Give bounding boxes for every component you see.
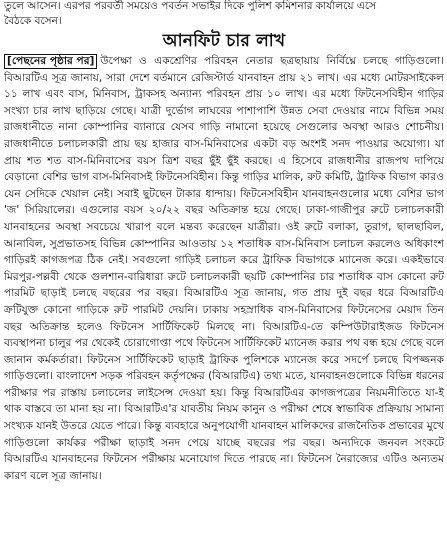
previous-story-line-2: বৈঠকে বসেন। (4, 15, 62, 27)
article-body-text: উপেক্ষা ও একশ্রেণির পরিবহন নেতার ছত্রছায়ায় নির্বিঘ্নে চলছে গাড়িগুলো। বিআরটিএ সূত্র জানায়, সারা দেশে বর্তমানে রেজিস্টার্ড যানবাহন প্রায় ২১ লাখ। এর মধ্যে মোটরসাইকেল ১১ লাখ এবং বাস, মিনিবাস, ট্রাকসহ অন্যান্য পরিবহন প্রায় ১০ লাখ। এর মধ্যে ফিটনেসবিহীন গাড়ির সংখ্যা চার লাখ ছাড়িয়ে গেছে। যাত্রী দুর্ভোগ লাঘবের পাশাপাশি উন্নত সেবা দেওয়ার নামে বিভিন্ন সময় রাজধানীতে নানা কোম্পানির ব্যানারে যেসব গাড়ি নামানো হয়েছে সেগুলোর অবস্থা আরও শোচনীয়। রাজধানীতে চলাচলকারী প্রায় ছয় হাজার বাস-মিনিবাসের একটা বড় অংশই সনদ পাওয়ার অযোগ্য। যা প্রায় শত শত বাস-মিনিবাসের বয়স ত্রিশ বছর ছুঁই ছুঁই করছে। এ হিসেবে রাজধানীর রাজপথ দাপিয়ে বেড়ানো বেশির ভাগ বাস-মিনিবাসই ফিটনেসবিহীন। কিন্তু গাড়ির মালিক, রুট কমিটি, ট্রাফিক বিভাগ কারও যেন সেদিকে খেয়াল নেই। সবাই ছুটছেন টাকার ধান্দায়। ফিটনেসবিহীন যানবাহনগুলোর মধ্যে বেশির ভাগ 'জ' সিরিয়ালের। এগুলোর বয়স ২০/২২ বছর অতিক্রান্ত হয়ে গেছে। ঢাকা-গাজীপুর রুটে চলাচলকারী যানবাহনের অবস্থা সবচেয়ে খারাপ বলে মন্তব্য করেছেন যাত্রীরা। ওই রুটে বলাকা, তুরাগ, ছালছাবিল, আনাবিল, সুপ্রভাতসহ বিভিন্ন কোম্পানির আওতায় ১২ শতাধিক বাস-মিনিবাস চলাচল করলেও অধিকাংশ গাড়িরই কাগজপত্র ঠিক নেই। সবগুলো গাড়িই চলাচল করে ট্রাফিক বিভাগকে ম্যানেজ করে। একইভাবে মিরপুর-পল্লবী থেকে গুলশান-বারিধারা রুটে চলাচলকারী ছয়টি কোম্পানির চার শতাধিক বাস কোনো রুট পারমিট ছাড়াই চলছে বছরের পর বছর। বিআরটিএ সূত্র জানায়, গত প্রায় দুই বছর ধরে বিআরটিএ ক্রটিযুক্ত কোনো গাড়িকে রুট পারমিট দেয়নি। ঢাকায় সহস্রাধিক বাস-মিনিবাসের ফিটনেসের মেয়াদ তিন বছর অতিক্রান্ত হলেও ফিটনেস সার্টিফিকেট মিলছে না। বিআরটিএ-তে কম্পিউটারাইজড ফিটনেস ব্যবস্থাপনা চালুর পর থেকেই চোরাগোপ্তা পথে ফিটনেস সার্টিফিকেট ম্যানেজ করার পথ বন্ধ হয়ে গেছে বলে জানান কর্মকর্তারা। ফিটনেস সার্টিফিকেট ছাড়াই ট্রাফিক পুলিশকে ম্যানেজ করে সদর্পে চলছে বিপজ্জনক গাড়িগুলো। বাংলাদেশ সড়ক পরিবহন কর্তৃপক্ষের (বিআরটিএ) তথ্য মতে, যানবাহনগুলোকে বিভিন্ন ধরনের পরীক্ষার পর রাস্তায় চলাচলের লাইসেন্স দেওয়া হয়। কিন্তু বিআরটিএর কাগজপত্রের নিয়মনীতিতে যা-ই থাক বাস্তবে তা মানা হয় না। বিআরটিএ'র যাবতীয় নিয়ম কানুন ও পরীক্ষা শেষে স্বাভাবিক প্রক্রিয়ায় সামান্য সংখ্যক যানই উতরে যেতে পারে। কিন্তু ব্যবহারে অনুপযোগী যানবাহন মালিকদের রাজনৈতিক প্রভাবের মুখে গাড়িগুলো কার্যকর পরীক্ষা ছাড়াই সনদ পেয়ে যাচ্ছে বছরের পর বছর। অন্যদিকে জনবল সংকটে বিআরটিএ যানবাহনের ফিটনেস পরীক্ষায় মনোযোগ দিতে পারছে না। ফিটনেস নৈরাজ্যের এটিও অন্যতম কারণ বলে সূত্র জানায়। (4, 55, 444, 482)
article-body (4, 53, 444, 558)
previous-story-line-1: তুলে আসেন। এরপর পরবর্তী সময়েও পবর্তন সভাইর দিকে পুলিশ কমিশনার কার্যালয়ে এসে (4, 0, 377, 12)
continued-from-tag: [পেছনের পৃষ্ঠার পর] (4, 54, 97, 69)
article-headline: আনফিট চার লাখ (162, 31, 286, 51)
